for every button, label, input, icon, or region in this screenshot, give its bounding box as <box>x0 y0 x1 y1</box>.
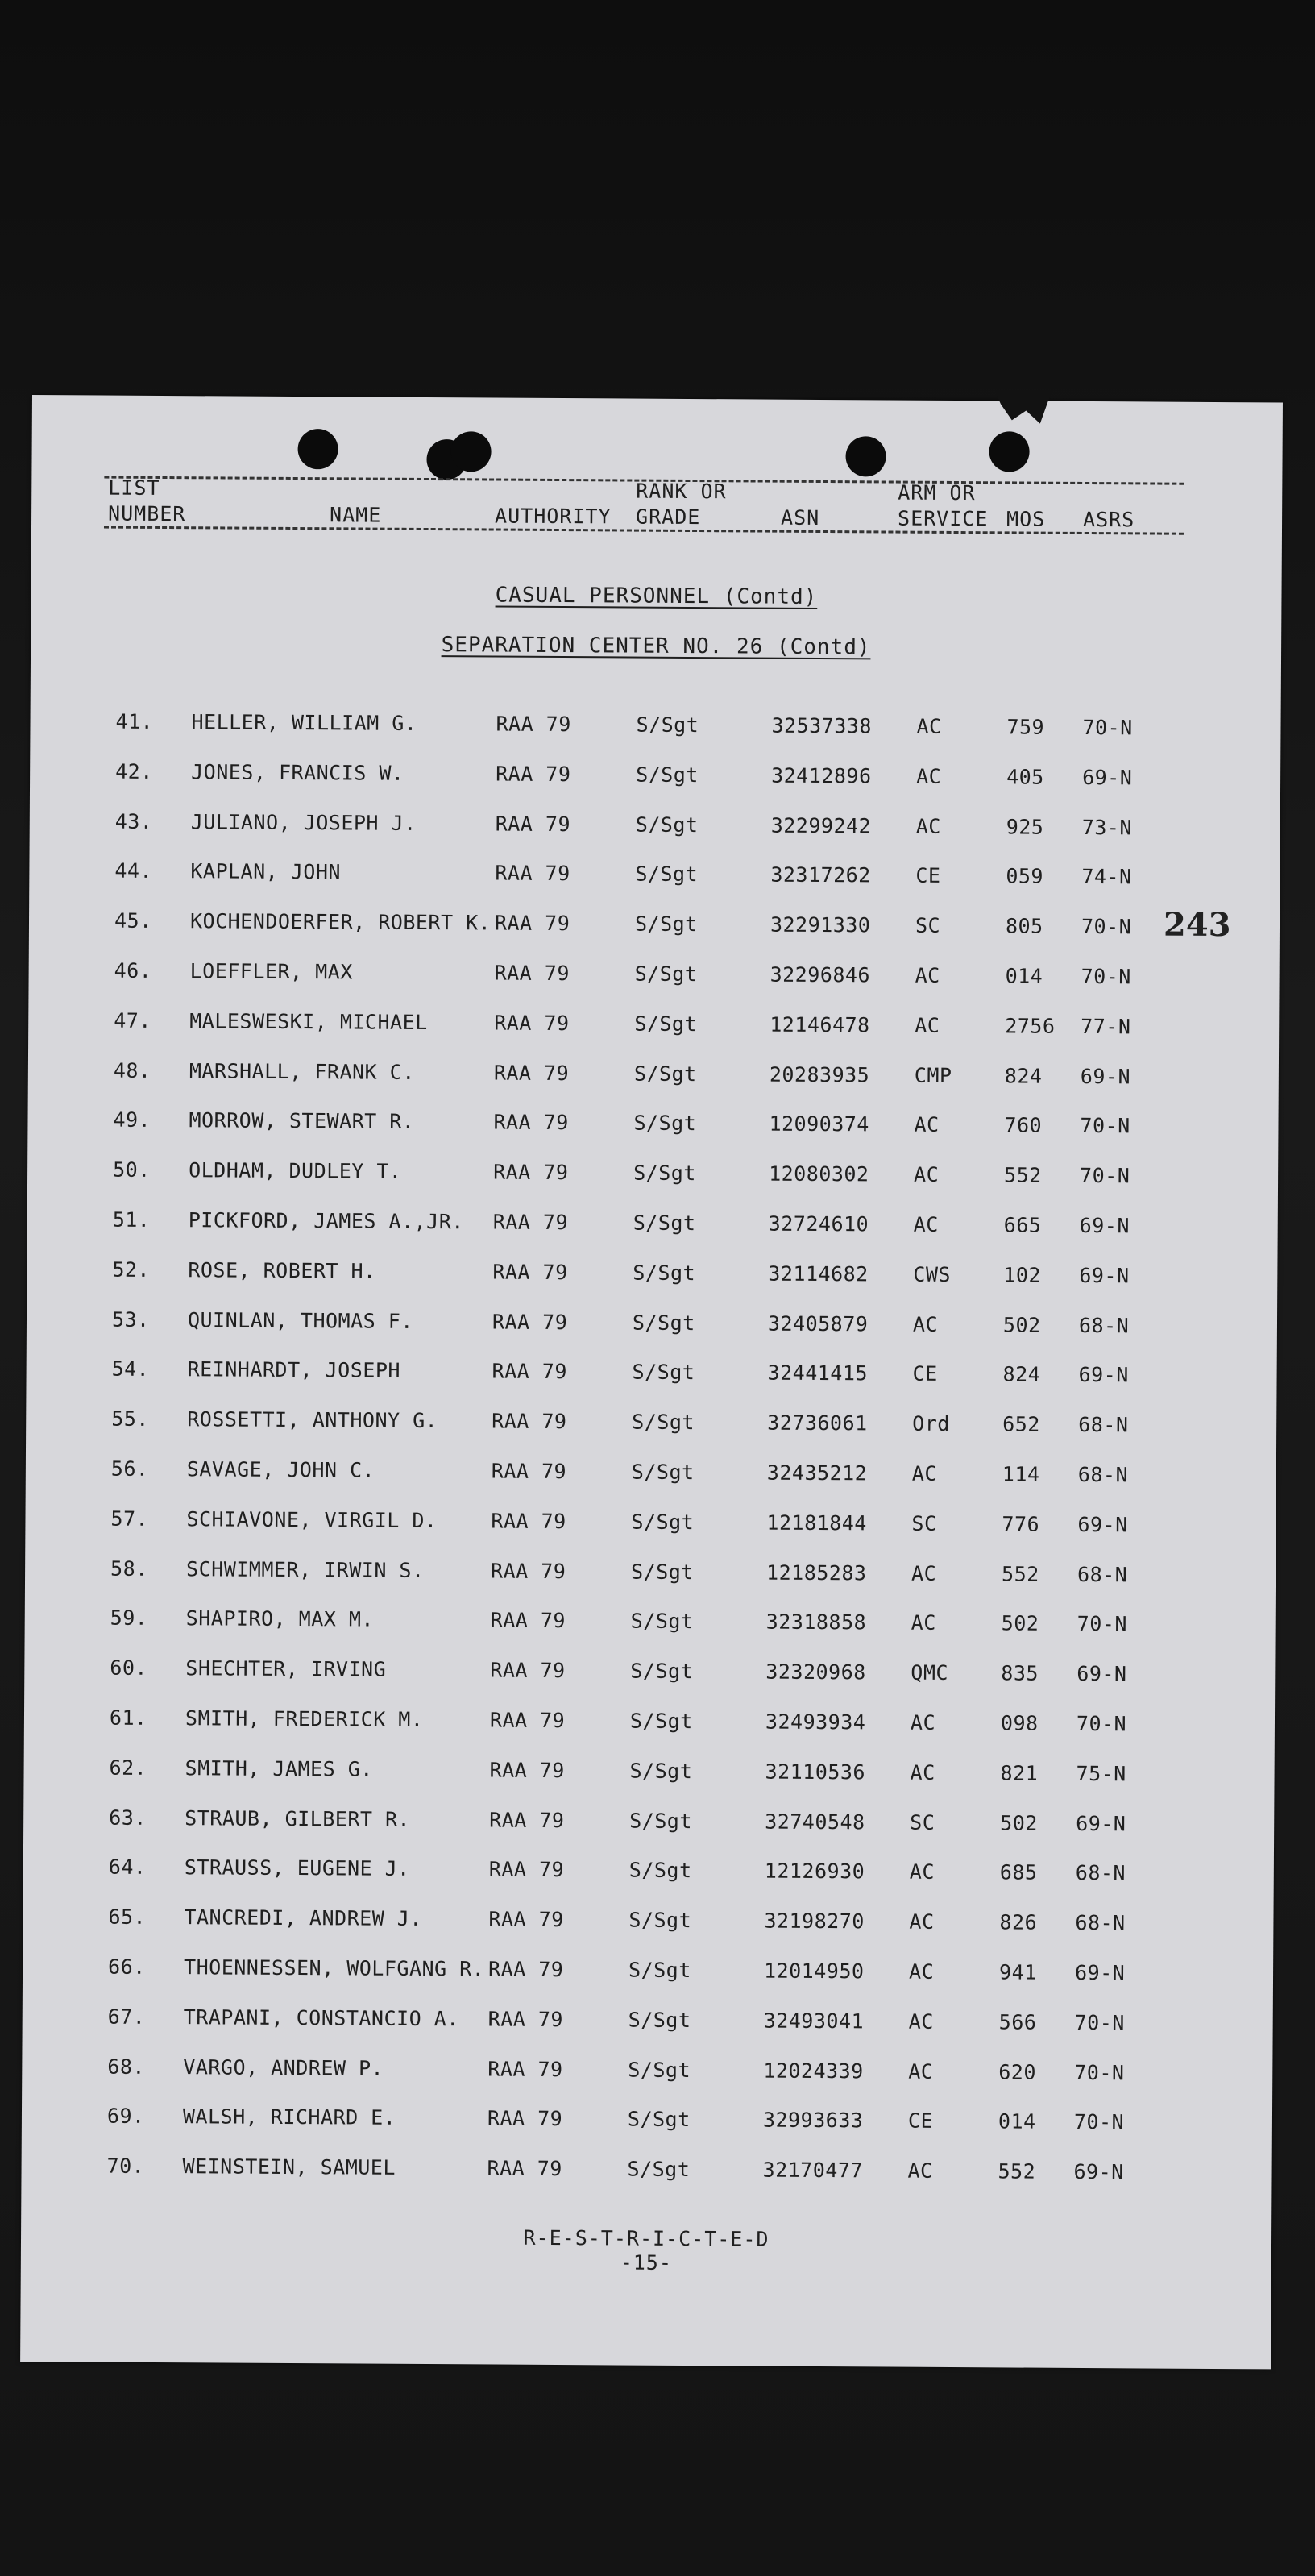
cell-arm-or-service: CE <box>915 864 941 888</box>
cell-arm-or-service: AC <box>912 1312 939 1336</box>
cell-asn: 32299242 <box>770 813 872 837</box>
cell-mos: 098 <box>1000 1711 1039 1735</box>
cell-rank: S/Sgt <box>633 1161 696 1186</box>
header-arm-line1: ARM OR <box>898 480 976 505</box>
cell-authority: RAA 79 <box>494 911 570 936</box>
cell-asn: 12146478 <box>770 1012 870 1037</box>
cell-name: MORROW, STEWART R. <box>189 1108 415 1134</box>
cell-rank: S/Sgt <box>633 1062 697 1086</box>
cell-arm-or-service: AC <box>915 963 940 987</box>
cell-asn: 12181844 <box>766 1510 867 1535</box>
cell-rank: S/Sgt <box>628 1908 692 1933</box>
cell-arm-or-service: AC <box>911 1561 937 1585</box>
cell-authority: RAA 79 <box>487 2007 564 2031</box>
cell-name: SMITH, FREDERICK M. <box>185 1706 424 1731</box>
cell-authority: RAA 79 <box>496 712 571 737</box>
cell-authority: RAA 79 <box>490 1608 566 1633</box>
cell-asn: 32405879 <box>767 1311 869 1336</box>
cell-rank: S/Sgt <box>629 1809 693 1833</box>
cell-asrs: 70-N <box>1081 915 1132 939</box>
cell-authority: RAA 79 <box>495 812 571 836</box>
cell-asn: 12185283 <box>766 1560 867 1585</box>
cell-mos: 566 <box>998 2010 1037 2034</box>
cell-list-number: 52. <box>112 1257 151 1282</box>
punch-hole <box>450 431 491 472</box>
cell-mos: 652 <box>1002 1412 1040 1436</box>
cell-mos: 760 <box>1004 1113 1043 1138</box>
cell-name: MARSHALL, FRANK C. <box>189 1058 415 1084</box>
cell-list-number: 65. <box>108 1905 147 1930</box>
cell-rank: S/Sgt <box>634 1012 698 1036</box>
margin-page-number: 243 <box>1163 905 1231 945</box>
cell-mos: 102 <box>1003 1263 1042 1287</box>
cell-rank: S/Sgt <box>635 862 699 887</box>
cell-asn: 32198270 <box>764 1909 865 1934</box>
cell-asn: 12080302 <box>769 1161 869 1186</box>
cell-authority: RAA 79 <box>488 1857 565 1882</box>
cell-authority: RAA 79 <box>492 1210 569 1235</box>
cell-asn: 32537338 <box>771 713 873 738</box>
cell-asrs: 70-N <box>1081 964 1131 989</box>
cell-asrs: 69-N <box>1077 1512 1128 1537</box>
cell-list-number: 55. <box>111 1406 149 1431</box>
cell-arm-or-service: AC <box>915 1013 940 1037</box>
cell-name: HELLER, WILLIAM G. <box>191 710 417 735</box>
page-number: -15- <box>620 2250 673 2275</box>
cell-list-number: 57. <box>110 1506 149 1531</box>
cell-arm-or-service: SC <box>911 1511 937 1535</box>
cell-authority: RAA 79 <box>488 1907 564 1932</box>
cell-rank: S/Sgt <box>630 1609 694 1634</box>
cell-authority: RAA 79 <box>493 1061 570 1085</box>
header-asn: ASN <box>780 505 820 530</box>
cell-list-number: 58. <box>110 1556 148 1581</box>
cell-name: STRAUSS, EUGENE J. <box>184 1855 410 1881</box>
cell-authority: RAA 79 <box>491 1559 566 1583</box>
cell-list-number: 63. <box>109 1805 147 1830</box>
cell-mos: 665 <box>1003 1213 1042 1237</box>
cell-arm-or-service: AC <box>915 814 941 838</box>
cell-name: MALESWESKI, MICHAEL <box>189 1009 428 1034</box>
cell-rank: S/Sgt <box>633 1261 696 1285</box>
cell-mos: 502 <box>1000 1810 1038 1835</box>
cell-rank: S/Sgt <box>627 2157 691 2182</box>
cell-mos: 824 <box>1004 1063 1043 1088</box>
cell-list-number: 53. <box>111 1307 150 1332</box>
cell-name: LOEFFLER, MAX <box>189 959 353 984</box>
cell-name: TRAPANI, CONSTANCIO A. <box>183 2005 459 2031</box>
cell-arm-or-service: AC <box>908 1959 935 1984</box>
cell-list-number: 44. <box>114 859 153 883</box>
cell-asrs: 69-N <box>1076 1662 1127 1686</box>
cell-asrs: 69-N <box>1076 1811 1126 1835</box>
cell-mos: 824 <box>1002 1362 1041 1387</box>
cell-asn: 32318858 <box>765 1610 867 1635</box>
cell-asrs: 68-N <box>1075 1911 1126 1935</box>
cell-mos: 552 <box>1002 1561 1039 1586</box>
cell-asrs: 70-N <box>1073 2110 1125 2134</box>
cell-name: SAVAGE, JOHN C. <box>186 1457 375 1482</box>
cell-asn: 32441415 <box>767 1361 869 1386</box>
cell-name: VARGO, ANDREW P. <box>183 2055 384 2080</box>
cell-authority: RAA 79 <box>491 1459 567 1484</box>
cell-rank: S/Sgt <box>630 1659 694 1684</box>
cell-arm-or-service: AC <box>909 1909 935 1934</box>
cell-asn: 12014950 <box>763 1959 865 1984</box>
cell-list-number: 64. <box>108 1855 147 1880</box>
cell-name: WEINSTEIN, SAMUEL <box>182 2154 396 2179</box>
cell-name: PICKFORD, JAMES A.,JR. <box>188 1208 464 1234</box>
cell-rank: S/Sgt <box>631 1560 694 1584</box>
cell-arm-or-service: AC <box>916 714 942 738</box>
cell-list-number: 48. <box>113 1058 151 1082</box>
header-mos: MOS <box>1006 507 1046 531</box>
cell-asrs: 68-N <box>1078 1313 1130 1337</box>
cell-authority: RAA 79 <box>492 1260 568 1284</box>
cell-asrs: 69-N <box>1073 2160 1124 2184</box>
cell-mos: 620 <box>998 2059 1037 2084</box>
cell-list-number: 56. <box>110 1456 149 1481</box>
cell-asn: 32724610 <box>768 1211 869 1236</box>
header-arm-line2: SERVICE <box>897 506 989 531</box>
cell-rank: S/Sgt <box>634 912 698 937</box>
cell-list-number: 43. <box>114 809 153 833</box>
cell-arm-or-service: QMC <box>911 1660 949 1685</box>
cell-list-number: 42. <box>115 759 153 783</box>
cell-asn: 32317262 <box>770 862 871 887</box>
cell-asrs: 70-N <box>1076 1711 1127 1736</box>
cell-mos: 759 <box>1006 715 1045 739</box>
cell-rank: S/Sgt <box>629 1759 693 1783</box>
cell-authority: RAA 79 <box>494 1011 570 1035</box>
cell-asrs: 77-N <box>1081 1014 1131 1039</box>
cell-rank: S/Sgt <box>632 1410 695 1435</box>
cell-rank: S/Sgt <box>633 1111 697 1136</box>
header-asrs: ASRS <box>1082 507 1135 532</box>
cell-list-number: 54. <box>111 1357 150 1381</box>
cell-asrs: 74-N <box>1081 865 1132 889</box>
cell-mos: 835 <box>1001 1661 1039 1685</box>
cell-authority: RAA 79 <box>492 1359 568 1384</box>
cell-arm-or-service: CMP <box>914 1063 952 1087</box>
cell-arm-or-service: AC <box>913 1212 939 1236</box>
cell-rank: S/Sgt <box>628 1958 691 1983</box>
cell-asn: 32412896 <box>771 763 872 788</box>
cell-name: KAPLAN, JOHN <box>190 859 342 884</box>
cell-arm-or-service: AC <box>909 1860 935 1884</box>
cell-authority: RAA 79 <box>494 961 570 986</box>
cell-mos: 059 <box>1006 864 1044 889</box>
cell-list-number: 49. <box>113 1108 151 1132</box>
cell-rank: S/Sgt <box>629 1709 693 1734</box>
cell-name: QUINLAN, THOMAS F. <box>187 1307 414 1333</box>
cell-authority: RAA 79 <box>493 1160 569 1185</box>
cell-asrs: 70-N <box>1080 1164 1130 1188</box>
cell-rank: S/Sgt <box>635 812 699 837</box>
cell-mos: 941 <box>998 1960 1037 1984</box>
cell-list-number: 69. <box>106 2104 145 2129</box>
cell-authority: RAA 79 <box>487 2106 563 2131</box>
cell-mos: 552 <box>1004 1163 1042 1187</box>
cell-arm-or-service: SC <box>915 913 941 938</box>
cell-arm-or-service: AC <box>911 1461 938 1485</box>
cell-asrs: 70-N <box>1080 1114 1130 1138</box>
cell-asrs: 68-N <box>1077 1462 1129 1487</box>
cell-authority: RAA 79 <box>489 1708 566 1733</box>
cell-name: REINHARDT, JOSEPH <box>187 1357 401 1383</box>
cell-arm-or-service: AC <box>910 1760 935 1785</box>
cell-mos: 014 <box>1005 964 1043 988</box>
cell-authority: RAA 79 <box>490 1658 566 1683</box>
cell-arm-or-service: AC <box>910 1710 936 1735</box>
header-rank-line2: GRADE <box>636 505 701 530</box>
subsection-title: SEPARATION CENTER NO. 26 (Contd) <box>441 633 871 660</box>
cell-list-number: 51. <box>112 1207 151 1232</box>
cell-authority: RAA 79 <box>489 1758 565 1782</box>
cell-mos: 826 <box>999 1910 1038 1934</box>
header-list-number-line1: LIST <box>108 476 160 500</box>
cell-asn: 32493934 <box>765 1710 866 1735</box>
cell-rank: S/Sgt <box>628 2058 691 2082</box>
cell-name: KOCHENDOERFER, ROBERT K. <box>189 909 492 935</box>
cell-asn: 32740548 <box>765 1809 865 1834</box>
cell-arm-or-service: AC <box>914 1162 940 1187</box>
cell-rank: S/Sgt <box>631 1460 695 1485</box>
cell-asn: 12090374 <box>769 1111 869 1136</box>
cell-mos: 925 <box>1006 814 1044 839</box>
cell-asrs: 69-N <box>1079 1213 1130 1238</box>
cell-name: SHECHTER, IRVING <box>185 1656 387 1681</box>
cell-name: JONES, FRANCIS W. <box>191 760 404 785</box>
cell-asn: 32736061 <box>767 1411 868 1435</box>
cell-asrs: 73-N <box>1081 815 1133 839</box>
cell-asn: 32170477 <box>762 2158 864 2183</box>
cell-name: JULIANO, JOSEPH J. <box>190 809 417 835</box>
cell-authority: RAA 79 <box>487 2156 562 2181</box>
cell-mos: 405 <box>1006 765 1044 789</box>
cell-list-number: 68. <box>107 2055 146 2079</box>
cell-arm-or-service: CWS <box>913 1262 952 1286</box>
cell-rank: S/Sgt <box>628 2008 691 2032</box>
cell-arm-or-service: AC <box>914 1113 940 1137</box>
cell-rank: S/Sgt <box>632 1311 695 1335</box>
cell-name: SCHWIMMER, IRWIN S. <box>186 1556 425 1582</box>
cell-mos: 2756 <box>1005 1014 1056 1038</box>
cell-mos: 685 <box>999 1860 1038 1885</box>
cell-arm-or-service: CE <box>912 1362 938 1386</box>
cell-asn: 32114682 <box>768 1261 869 1286</box>
cell-list-number: 46. <box>114 958 152 983</box>
cell-asrs: 69-N <box>1080 1064 1131 1088</box>
cell-name: SHAPIRO, MAX M. <box>185 1606 375 1632</box>
cell-asn: 20283935 <box>769 1062 870 1086</box>
cell-arm-or-service: AC <box>911 1611 936 1635</box>
header-list-number-line2: NUMBER <box>108 501 186 526</box>
cell-rank: S/Sgt <box>627 2107 691 2132</box>
cell-authority: RAA 79 <box>489 1808 565 1832</box>
cell-list-number: 59. <box>110 1606 148 1631</box>
cell-list-number: 66. <box>108 1955 146 1979</box>
cell-asn: 12126930 <box>764 1859 865 1884</box>
cell-rank: S/Sgt <box>632 1360 695 1385</box>
cell-mos: 821 <box>1000 1761 1039 1785</box>
header-rank-line1: RANK OR <box>636 479 727 504</box>
column-header <box>32 395 1283 532</box>
cell-mos: 502 <box>1001 1611 1039 1636</box>
cell-asrs: 70-N <box>1074 2010 1125 2035</box>
cell-authority: RAA 79 <box>495 861 570 886</box>
cell-arm-or-service: AC <box>916 764 942 788</box>
cell-authority: RAA 79 <box>492 1310 568 1334</box>
cell-authority: RAA 79 <box>493 1110 569 1135</box>
punch-hole <box>297 429 338 469</box>
cell-authority: RAA 79 <box>487 2057 563 2081</box>
cell-rank: S/Sgt <box>634 962 698 987</box>
cell-name: TANCREDI, ANDREW J. <box>184 1905 423 1931</box>
cell-name: SCHIAVONE, VIRGIL D. <box>186 1506 438 1532</box>
header-authority: AUTHORITY <box>495 504 612 529</box>
cell-asn: 32493041 <box>763 2009 865 2034</box>
cell-mos: 114 <box>1002 1462 1040 1486</box>
cell-name: STRAUB, GILBERT R. <box>185 1805 411 1831</box>
cell-list-number: 62. <box>109 1755 147 1780</box>
cell-list-number: 70. <box>106 2154 145 2179</box>
cell-name: THOENNESSEN, WOLFGANG R. <box>183 1955 485 1981</box>
document-page <box>20 395 1283 2369</box>
cell-arm-or-service: AC <box>908 2009 934 2034</box>
cell-rank: S/Sgt <box>636 713 699 737</box>
cell-name: ROSSETTI, ANTHONY G. <box>187 1407 438 1433</box>
cell-asn: 12024339 <box>763 2059 864 2083</box>
cell-mos: 805 <box>1005 914 1043 938</box>
cell-arm-or-service: Ord <box>912 1411 950 1436</box>
cell-arm-or-service: SC <box>910 1810 935 1834</box>
cell-asn: 32110536 <box>765 1760 866 1785</box>
cell-arm-or-service: AC <box>907 2158 933 2183</box>
cell-list-number: 60. <box>110 1656 148 1681</box>
cell-asn: 32296846 <box>770 962 871 987</box>
cell-mos: 552 <box>998 2159 1036 2183</box>
cell-name: SMITH, JAMES G. <box>185 1755 373 1781</box>
cell-authority: RAA 79 <box>496 762 571 786</box>
cell-list-number: 41. <box>115 709 154 733</box>
cell-mos: 014 <box>998 2109 1036 2134</box>
cell-rank: S/Sgt <box>636 762 699 787</box>
cell-list-number: 47. <box>114 1008 152 1032</box>
cell-rank: S/Sgt <box>631 1510 695 1534</box>
cell-asn: 32320968 <box>765 1660 866 1685</box>
section-title: CASUAL PERSONNEL (Contd) <box>495 583 818 609</box>
punch-hole <box>989 431 1029 472</box>
cell-arm-or-service: CE <box>907 2109 934 2134</box>
cell-asrs: 68-N <box>1076 1562 1128 1586</box>
cell-asrs: 68-N <box>1075 1861 1126 1885</box>
cell-list-number: 67. <box>107 2005 146 2029</box>
cell-asn: 32291330 <box>770 912 871 937</box>
torn-corner <box>995 391 1052 423</box>
header-name: NAME <box>330 503 382 527</box>
cell-list-number: 50. <box>113 1157 151 1182</box>
punch-hole <box>845 436 886 476</box>
cell-mos: 502 <box>1002 1312 1041 1337</box>
cell-name: OLDHAM, DUDLEY T. <box>189 1158 402 1184</box>
cell-mos: 776 <box>1002 1512 1040 1536</box>
cell-list-number: 61. <box>109 1706 147 1730</box>
cell-asrs: 69-N <box>1074 1960 1126 1985</box>
cell-arm-or-service: AC <box>908 2059 934 2084</box>
cell-authority: RAA 79 <box>487 1957 564 1982</box>
cell-rank: S/Sgt <box>633 1211 696 1236</box>
cell-asrs: 69-N <box>1079 1263 1130 1288</box>
cell-asrs: 69-N <box>1078 1363 1129 1387</box>
cell-asn: 32993633 <box>762 2108 864 2133</box>
cell-asrs: 69-N <box>1082 765 1133 790</box>
cell-name: WALSH, RICHARD E. <box>182 2104 396 2130</box>
cell-authority: RAA 79 <box>491 1509 566 1533</box>
cell-asrs: 75-N <box>1076 1761 1126 1786</box>
cell-asrs: 68-N <box>1078 1413 1129 1437</box>
cell-asrs: 70-N <box>1076 1612 1128 1636</box>
cell-asn: 32435212 <box>766 1460 868 1485</box>
cell-list-number: 45. <box>114 908 152 933</box>
cell-authority: RAA 79 <box>492 1409 567 1434</box>
cell-name: ROSE, ROBERT H. <box>188 1257 376 1283</box>
cell-rank: S/Sgt <box>628 1858 692 1883</box>
cell-asrs: 70-N <box>1082 715 1133 740</box>
classification-marking: R-E-S-T-R-I-C-T-E-D <box>523 2225 770 2251</box>
cell-asrs: 70-N <box>1074 2060 1125 2084</box>
